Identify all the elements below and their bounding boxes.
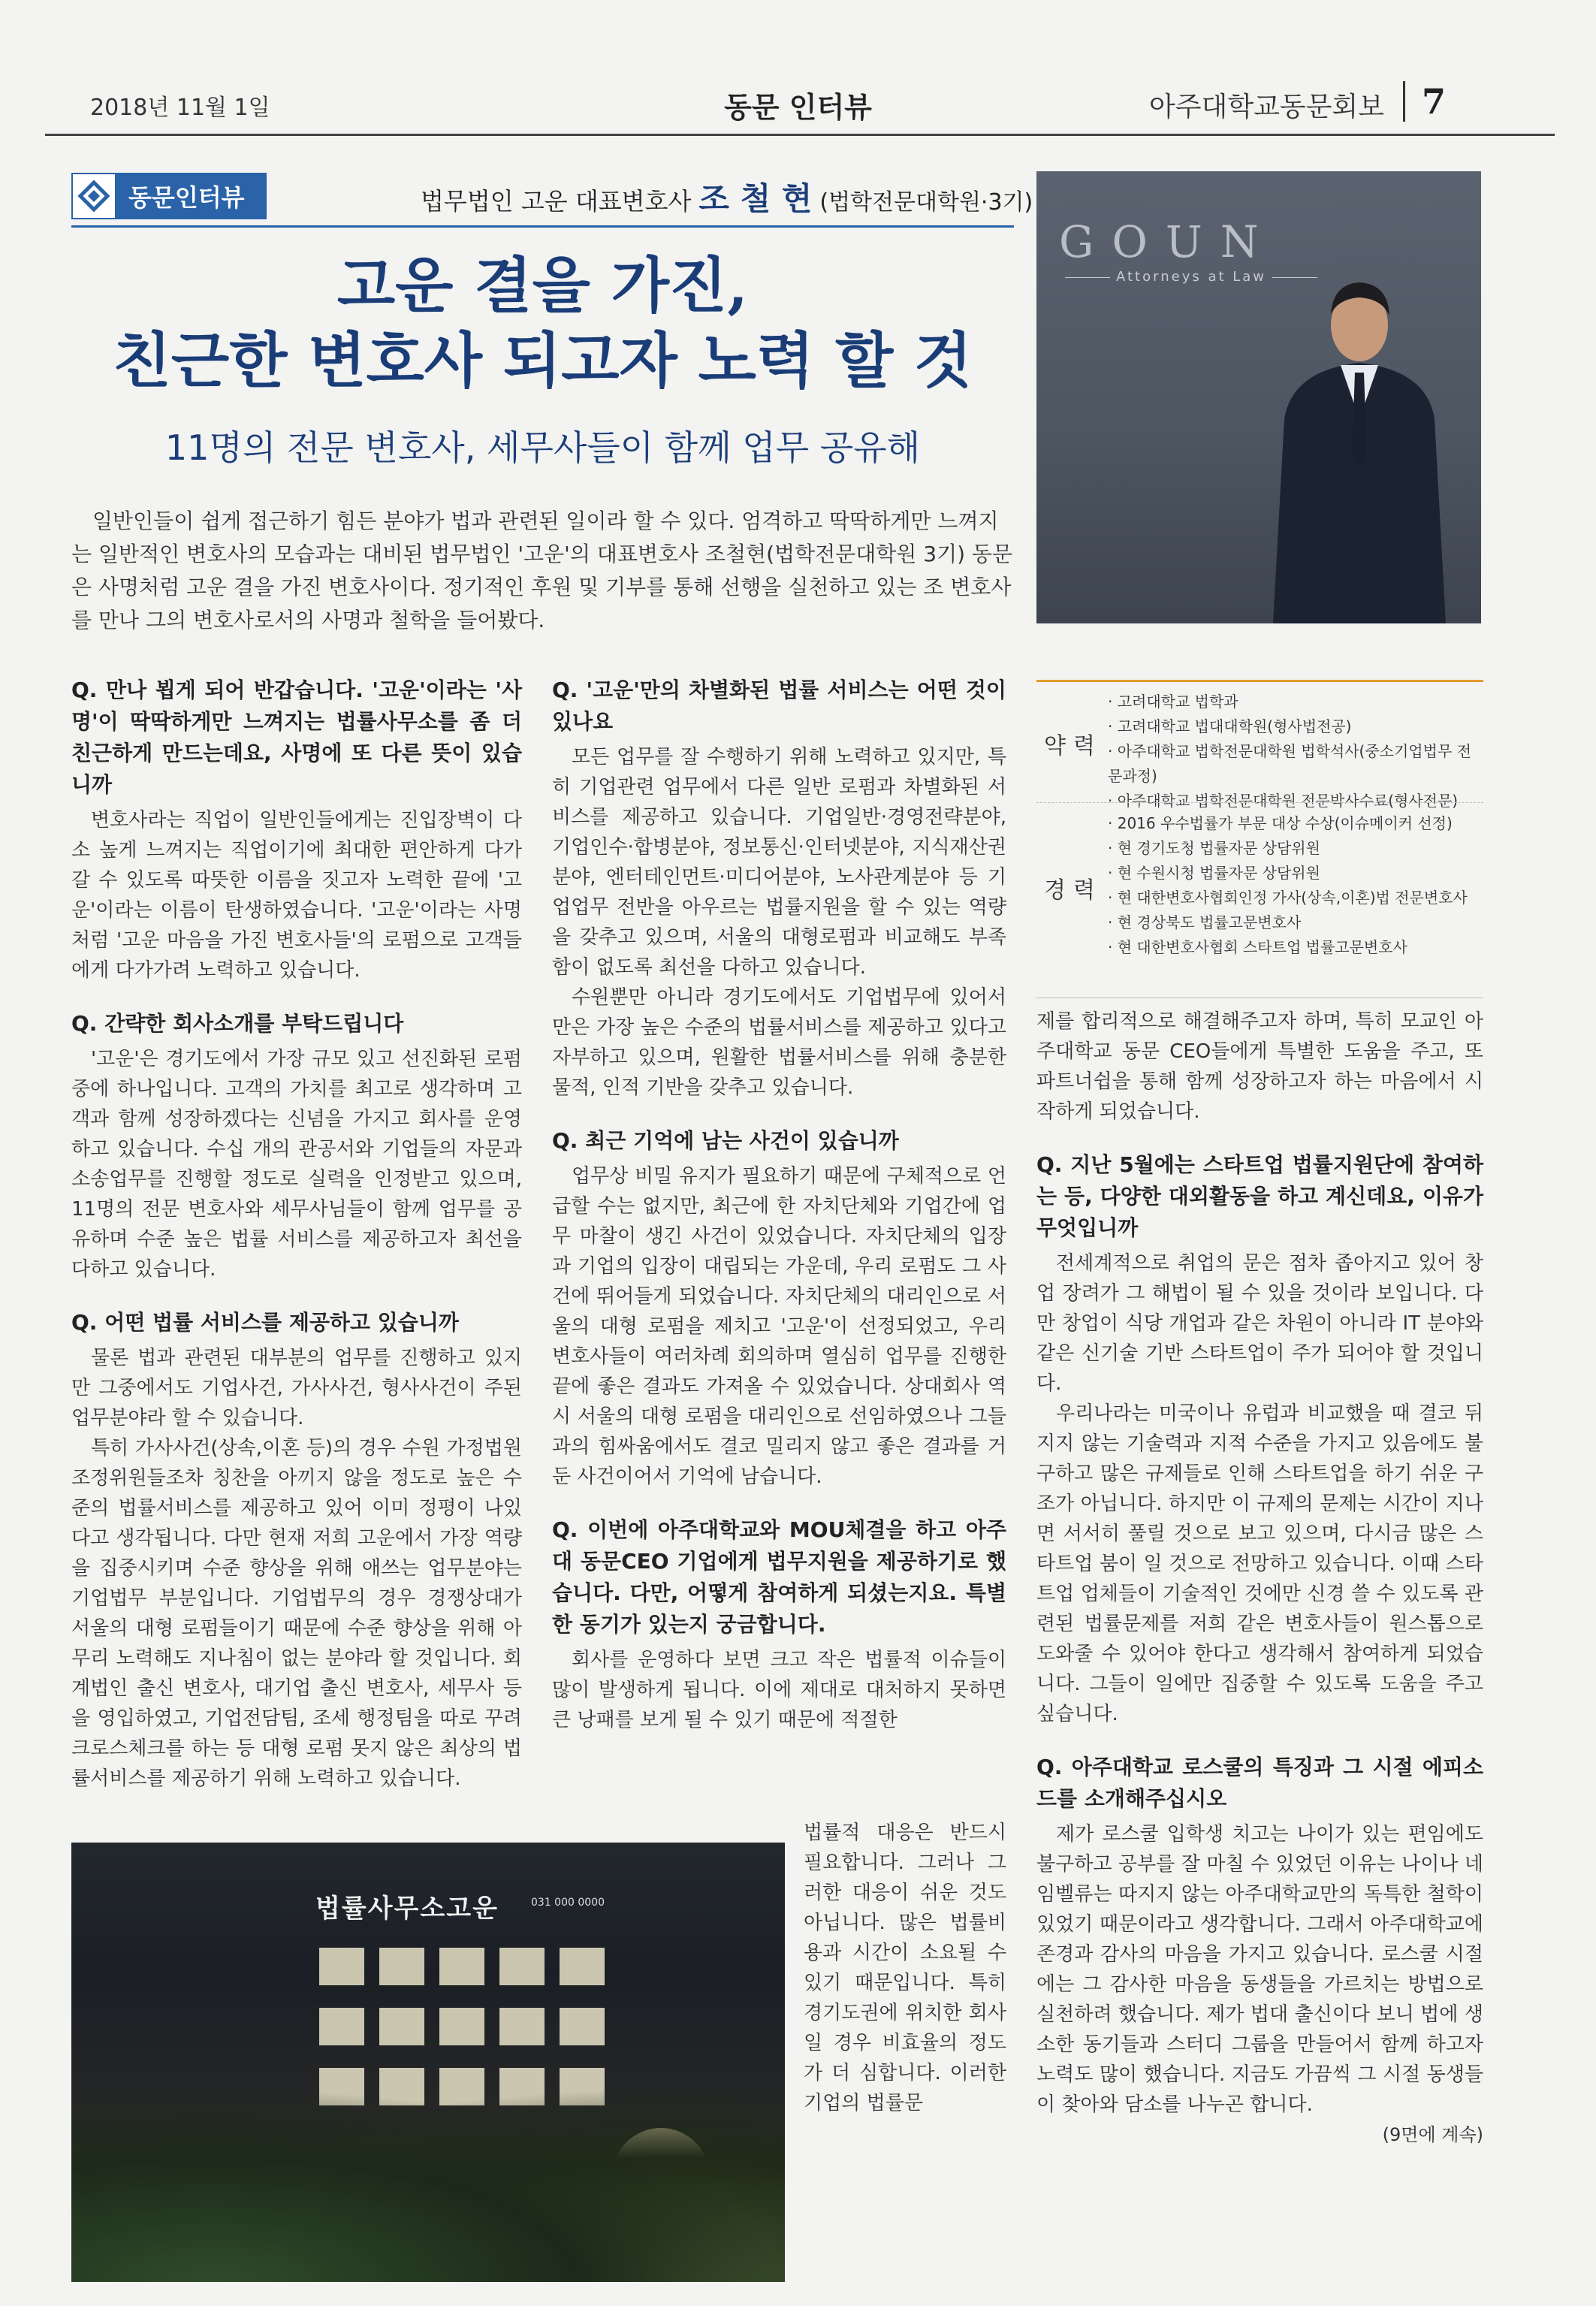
byline-affiliation: (법학전문대학원·3기) <box>819 189 1033 216</box>
lead-paragraph: 일반인들이 쉽게 접근하기 힘든 분야가 법과 관련된 일이라 할 수 있다. 엄격하고 딱딱하게만 느껴지는 일반적인 변호사의 모습과는 대비된 법무법인 '고운'의 대표변호사 조철현(법학전문대학원 3기) 동문은 사명처럼 고운 결을 가진 변호사이다. 정기적인 후원 및 기부를 통해 선행을 실천하고 있는 조 변호사를 만나 그의 변호사로서의 사명과 철학을 들어봤다. <box>71 509 1013 632</box>
answer: 업무상 비밀 유지가 필요하기 때문에 구체적으로 언급할 수는 없지만, 최근에 한 자치단체와 기업간에 업무 마찰이 생긴 사건이 있었습니다. 자치단체의 입장과 기업의 입장이 대립되는 가운데, 우리 로펌도 그 사건에 뛰어들게 되었습니다. 자치단체의 대리인으로 서울의 대형 로펌을 제치고 '고운'이 선정되었고, 우리 변호사들이 여러차례 회의하며 열심히 업무를 진행한 끝에 좋은 결과도 가져올 수 있었습니다. 상대회사 역시 서울의 대형 로펌을 대리인으로 선임하였으나 그들과의 힘싸움에서도 결코 밀리지 않고 좋은 결과를 거둔 사건이어서 기억에 남습니다. <box>552 1165 1006 1488</box>
experience-item: · 현 대한변호사협회 스타트업 법률고문변호사 <box>1108 938 1407 956</box>
continued-note: (9면에 계속) <box>1382 2124 1483 2145</box>
question: Q. '고운'만의 차별화된 법률 서비스는 어떤 것이 있나요 <box>552 678 1006 734</box>
portrait-photo <box>1036 171 1481 623</box>
lawyer-figure <box>1036 171 1481 623</box>
experience-item: · 현 수원시청 법률자문 상담위원 <box>1108 864 1320 882</box>
answer: 수원뿐만 아니라 경기도에서도 기업법무에 있어서만은 가장 높은 수준의 법률서비스를 제공하고 있다고 자부하고 있으며, 원활한 법률서비스를 위해 충분한 물적, 인적 기반을 갖추고 있습니다. <box>552 986 1006 1099</box>
section-tag <box>71 173 267 219</box>
education-item: · 고려대학교 법대대학원(형사법전공) <box>1108 717 1352 735</box>
goun-sign-subtext: Attorneys at Law <box>1059 269 1323 285</box>
answer: 제를 합리적으로 해결해주고자 하며, 특히 모교인 아주대학교 동문 CEO들에게 특별한 도움을 주고, 또 파트너쉽을 통해 함께 성장하고자 하는 마음에서 시작하게 되었습니다. <box>1036 1010 1483 1123</box>
question: Q. 어떤 법률 서비스를 제공하고 있습니까 <box>71 1310 459 1335</box>
section-tag-label: 동문인터뷰 <box>128 183 245 212</box>
education-item: · 아주대학교 법학전문대학원 법학석사(중소기업법무 전문과정) <box>1108 742 1471 785</box>
building-sign-phone: 031 000 0000 <box>531 1897 605 1909</box>
education-item: · 고려대학교 법학과 <box>1108 693 1238 711</box>
question: Q. 지난 5월에는 스타트업 법률지원단에 참여하는 등, 다양한 대외활동을 하고 계신데요, 이유가 무엇입니까 <box>1036 1152 1483 1240</box>
question: Q. 최근 기억에 남는 사건이 있습니까 <box>552 1128 899 1153</box>
answer: 우리나라는 미국이나 유럽과 비교했을 때 결코 뒤지지 않는 기술력과 지적 수준을 가지고 있음에도 불구하고 많은 규제들로 인해 스타트업을 하기 쉬운 구조가 아닙니다. 하지만 이 규제의 문제는 시간이 지나면 서서히 풀릴 것으로 보고 있으며, 다시금 많은 스타트업 붐이 일 것으로 전망하고 있습니다. 이때 스타트업 업체들이 기술적인 것에만 신경 쓸 수 있도록 관련된 법률문제를 저희 같은 변호사들이 원스톱으로 도와줄 수 있어야 한다고 생각해서 참여하게 되었습니다. 그들이 일에만 집중할 수 있도록 도움을 주고 싶습니다. <box>1036 1402 1483 1725</box>
answer: 모든 업무를 잘 수행하기 위해 노력하고 있지만, 특히 기업관련 업무에서 다른 일반 로펌과 차별화된 서비스를 제공하고 있습니다. 기업일반·경영전략분야, 기업인수·합병분야, 정보통신·인터넷분야, 지식재산권분야, 엔터테인먼트·미디어분야, 노사관계분야 등 기업업무 전반을 아우르는 법률지원을 할 수 있는 역량을 갖추고 있으며, 서울의 대형로펌과 비교해도 부족함이 없도록 최선을 다하고 있습니다. <box>552 746 1006 979</box>
newspaper-name: 아주대학교동문회보 <box>1149 92 1384 122</box>
question: Q. 간략한 회사소개를 부탁드립니다 <box>71 1011 404 1036</box>
answer: 변호사라는 직업이 일반인들에게는 진입장벽이 다소 높게 느껴지는 직업이기에 최대한 편안하게 다가갈 수 있도록 따뜻한 이름을 짓고자 노력한 끝에 '고운'이라는 이름이 탄생하였습니다. '고운'이라는 사명처럼 '고운 마음을 가진 변호사들'의 로펌으로 고객들에게 다가가려 노력하고 있습니다. <box>71 809 522 982</box>
article-column-1 <box>71 675 522 1794</box>
masthead-separator <box>1403 81 1405 122</box>
answer: 회사를 운영하다 보면 크고 작은 법률적 이슈들이 많이 발생하게 됩니다. 이에 제대로 대처하지 못하면 큰 낭패를 보게 될 수 있기 때문에 적절한 <box>552 1649 1006 1731</box>
answer: 법률적 대응은 반드시 필요합니다. 그러나 그러한 대응이 쉬운 것도 아닙니다. 많은 법률비용과 시간이 소요될 수 있기 때문입니다. 특히 경기도권에 위치한 회사일 경우 비효율의 정도가 더 심합니다. 이러한 기업의 법률문 <box>804 1822 1006 2114</box>
answer: 전세계적으로 취업의 문은 점차 좁아지고 있어 창업 장려가 그 해법이 될 수 있을 것이라 보입니다. 다만 창업이 식당 개업과 같은 차원이 아니라 IT 분야와 같은 신기술 기반 스타트업이 주가 되어야 할 것입니다. <box>1036 1252 1483 1395</box>
question: Q. 이번에 아주대학교와 MOU체결을 하고 아주대 동문CEO 기업에게 법무지원을 제공하기로 했습니다. 다만, 어떻게 참여하게 되셨는지요. 특별한 동기가 있는지 궁금합니다. <box>552 1517 1006 1637</box>
building-sign: 법률사무소고운 <box>315 1894 499 1924</box>
experience-item: · 2016 우수법률가 부문 대상 수상(이슈메이커 선정) <box>1108 814 1453 832</box>
question: Q. 만나 뵙게 되어 반갑습니다. '고운'이라는 '사명'이 딱딱하게만 느껴지는 법률사무소를 좀 더 친근하게 만드는데요, 사명에 또 다른 뜻이 있습니까 <box>71 678 522 797</box>
alumni-logo-icon <box>71 173 116 219</box>
masthead-rule <box>45 134 1555 136</box>
headline-line-2: 친근한 변호사 되고자 노력 할 것 <box>113 325 973 396</box>
answer: 제가 로스쿨 입학생 치고는 나이가 있는 편임에도 불구하고 공부를 잘 마칠 수 있었던 이유는 나이나 네임벨류는 따지지 않는 아주대학교만의 독특한 철학이 있었기 때문이라고 생각합니다. 그래서 아주대학교에 존경과 감사의 마음을 가지고 있습니다. 로스쿨 시절에는 그 감사한 마음을 동생들을 가르치는 방법으로 실천하려 했습니다. 제가 법대 출신이다 보니 법에 생소한 동기들과 스터디 그룹을 만들어서 함께 하고자 노력도 많이 했습니다. 지금도 가끔씩 그 시절 동생들이 찾아와 담소를 나누곤 합니다. <box>1036 1823 1483 2116</box>
article-column-2-continued <box>804 1818 1006 2118</box>
issue-date: 2018년 11월 1일 <box>90 95 270 121</box>
section-title: 동문 인터뷰 <box>724 91 872 124</box>
office-building-photo <box>71 1843 785 2282</box>
byline-name: 조 철 현 <box>698 180 813 217</box>
page-number: 7 <box>1422 81 1447 122</box>
education-item: · 아주대학교 법학전문대학원 전문박사수료(형사전문) <box>1108 792 1459 810</box>
experience-item: · 현 경상북도 법률고문변호사 <box>1108 913 1302 931</box>
answer: 물론 법과 관련된 대부분의 업무를 진행하고 있지만 그중에서도 기업사건, 가사사건, 형사사건이 주된 업무분야라 할 수 있습니다. <box>71 1347 522 1429</box>
experience-label: 경력 <box>1044 877 1103 904</box>
subheadline: 11명의 전문 변호사, 세무사들이 함께 업무 공유해 <box>164 427 921 468</box>
answer: 특히 가사사건(상속,이혼 등)의 경우 수원 가정법원 조정위원들조차 칭찬을 아끼지 않을 정도로 높은 수준의 법률서비스를 제공하고 있어 이미 정평이 나있다고 생각됩니다. 다만 현재 저희 고운에서 가장 역량을 집중시키며 수준 향상을 위해 애쓰는 업무분야는 기업법무 부분입니다. 기업법무의 경우 경쟁상대가 서울의 대형 로펌들이기 때문에 수준 향상을 위해 아무리 노력해도 지나침이 없는 분야라 할 것입니다. 회계법인 출신 변호사, 대기업 출신 변호사, 세무사 등을 영입하였고, 기업전담팀, 조세 행정팀을 따로 꾸려 크로스체크를 하는 등 대형 로펌 못지 않은 최상의 법률서비스를 제공하기 위해 노력하고 있습니다. <box>71 1437 522 1790</box>
career-divider <box>1036 802 1483 803</box>
goun-sign-text: GOUN <box>1059 216 1277 267</box>
article-column-2 <box>552 675 1006 1735</box>
answer: '고운'은 경기도에서 가장 규모 있고 선진화된 로펌 중에 하나입니다. 고객의 가치를 최고로 생각하며 고객과 함께 성장하겠다는 신념을 가지고 회사를 운영하고 있습니다. 수십 개의 관공서와 기업들의 자문과 소송업무를 진행할 정도로 실력을 인정받고 있으며, 11명의 전문 변호사와 세무사님들이 함께 업무를 공유하며 수준 높은 법률 서비스를 제공하고자 최선을 다하고 있습니다. <box>71 1048 522 1281</box>
experience-item: · 현 대한변호사협회인정 가사(상속,이혼)법 전문변호사 <box>1108 889 1468 907</box>
education-label: 약력 <box>1044 733 1103 759</box>
question: Q. 아주대학교 로스쿨의 특징과 그 시절 에피소드를 소개해주십시오 <box>1036 1755 1483 1811</box>
byline <box>421 174 1033 219</box>
byline-title: 법무법인 고운 대표변호사 <box>421 187 692 216</box>
experience-item: · 현 경기도청 법률자문 상담위원 <box>1108 839 1320 857</box>
career-box <box>1036 680 1483 998</box>
trees <box>71 2087 785 2282</box>
header-rule <box>71 225 1014 228</box>
headline-line-1: 고운 결을 가진, <box>336 250 749 321</box>
article-column-3 <box>1036 1007 1483 2150</box>
